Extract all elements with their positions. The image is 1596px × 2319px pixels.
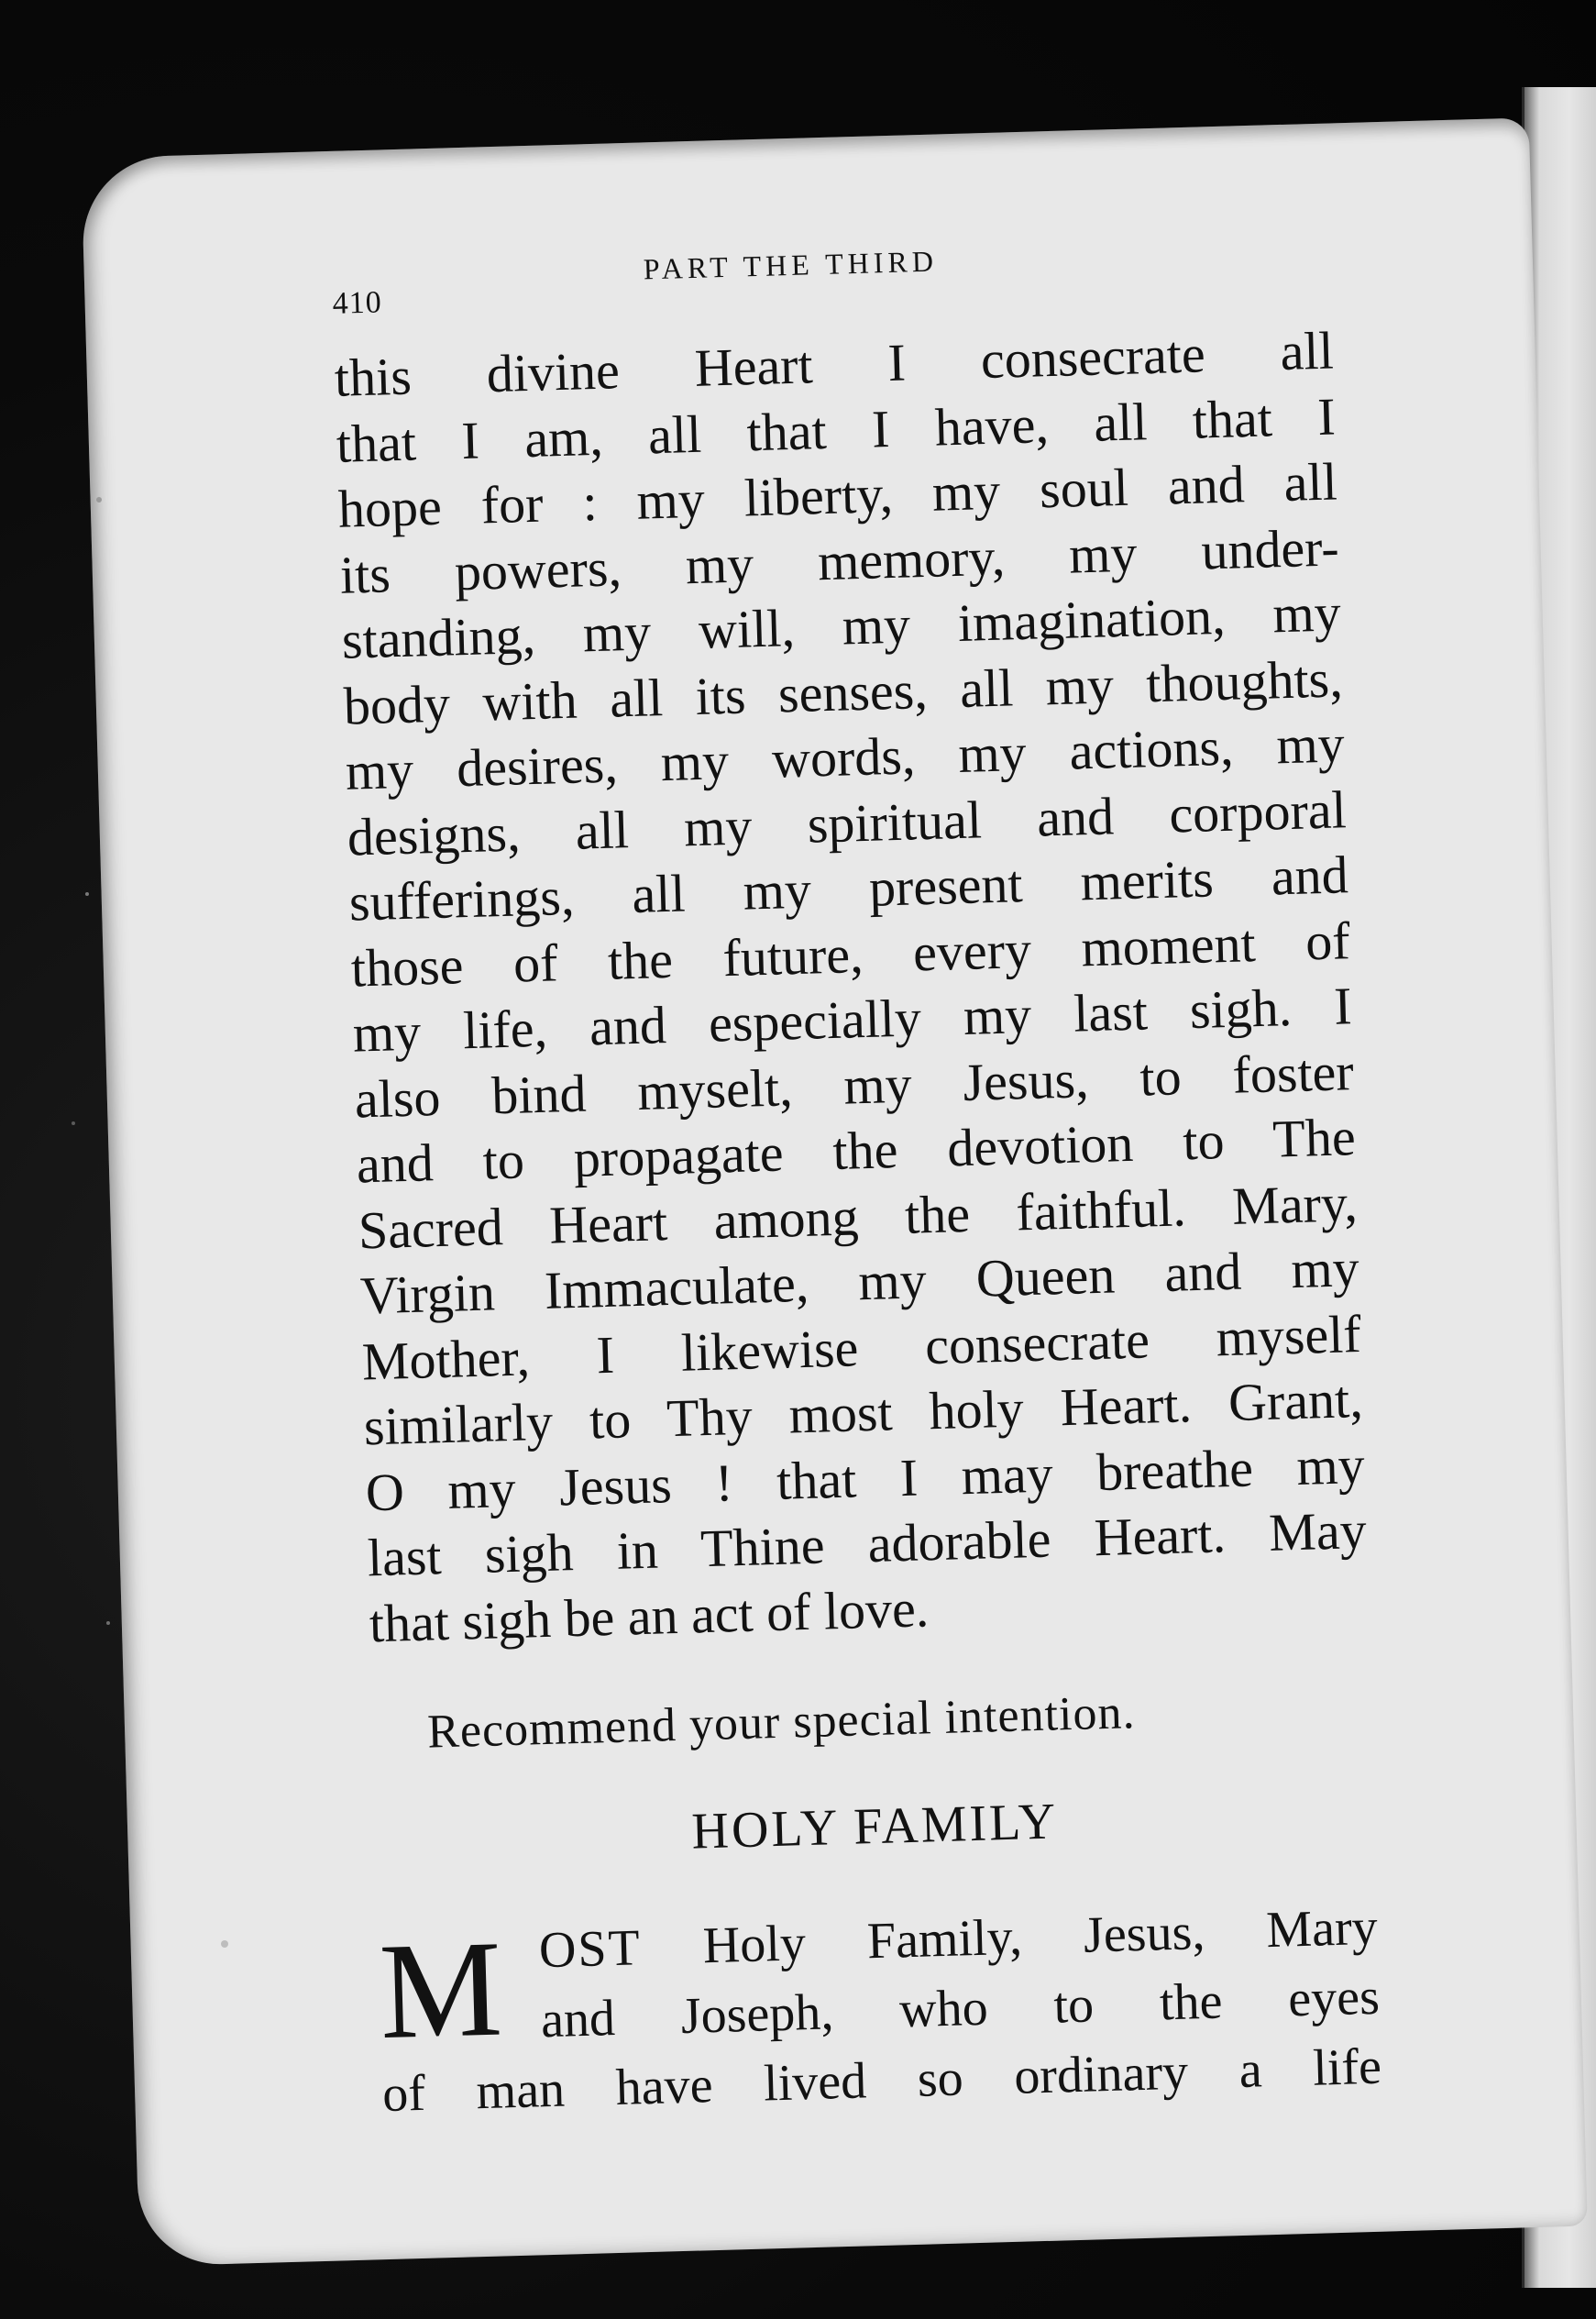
text-line: Sacred Heart among the faithful. Mary, bbox=[358, 1172, 1359, 1260]
consecration-text bbox=[334, 316, 1405, 1656]
holy-family-prayer bbox=[378, 1893, 1382, 2129]
prayer-line: and Joseph, who to the eyes bbox=[540, 1968, 1381, 2049]
text-line: designs, all my spiritual and corporal bbox=[347, 779, 1348, 867]
rubric-instruction: Recommend your special intention. bbox=[426, 1686, 1137, 1759]
text-line: standing, my will, my imagination, my bbox=[341, 582, 1342, 670]
prayer-line-1-rest: Holy Family, Jesus, Mary bbox=[640, 1898, 1379, 1977]
drop-cap: M bbox=[377, 1912, 504, 2069]
text-line: those of the future, every moment of bbox=[350, 910, 1351, 999]
text-line: hope for : my liberty, my soul and all bbox=[337, 451, 1338, 539]
text-line: also bind myselt, my Jesus, to foster bbox=[354, 1041, 1355, 1130]
text-line: its powers, my memory, my under- bbox=[339, 516, 1340, 605]
text-line: my life, and especially my last sigh. I bbox=[352, 976, 1353, 1064]
section-title: PART THE THIRD bbox=[643, 244, 939, 286]
page-content bbox=[331, 223, 1419, 2129]
running-head bbox=[331, 223, 1369, 326]
book-page bbox=[81, 117, 1588, 2266]
text-line: sufferings, all my present merits and bbox=[348, 845, 1349, 933]
text-line: similarly to Thy most holy Heart. Grant, bbox=[363, 1369, 1364, 1457]
prayer-heading: HOLY FAMILY bbox=[690, 1793, 1060, 1861]
text-line: that I am, all that I have, all that I bbox=[336, 385, 1337, 474]
text-line: Virgin Immaculate, my Queen and my bbox=[359, 1238, 1360, 1326]
text-line: and to propagate the devotion to The bbox=[356, 1107, 1357, 1195]
text-line: O my Jesus ! that I may breathe my bbox=[365, 1434, 1366, 1522]
text-line: my desires, my words, my actions, my bbox=[345, 713, 1346, 801]
first-word-small-caps: OST bbox=[538, 1919, 643, 1980]
prayer-line: of man have lived so ordinary a life bbox=[381, 2037, 1382, 2124]
text-line: Mother, I likewise consecrate myself bbox=[361, 1303, 1362, 1391]
text-line: this divine Heart I consecrate all bbox=[334, 320, 1335, 408]
text-line: body with all its senses, all my thoughts, bbox=[343, 647, 1344, 736]
text-line: last sigh in Thine adorable Heart. May bbox=[367, 1499, 1368, 1588]
text-line: that sigh be an act of love. bbox=[369, 1577, 930, 1653]
page-number: 410 bbox=[332, 285, 383, 321]
